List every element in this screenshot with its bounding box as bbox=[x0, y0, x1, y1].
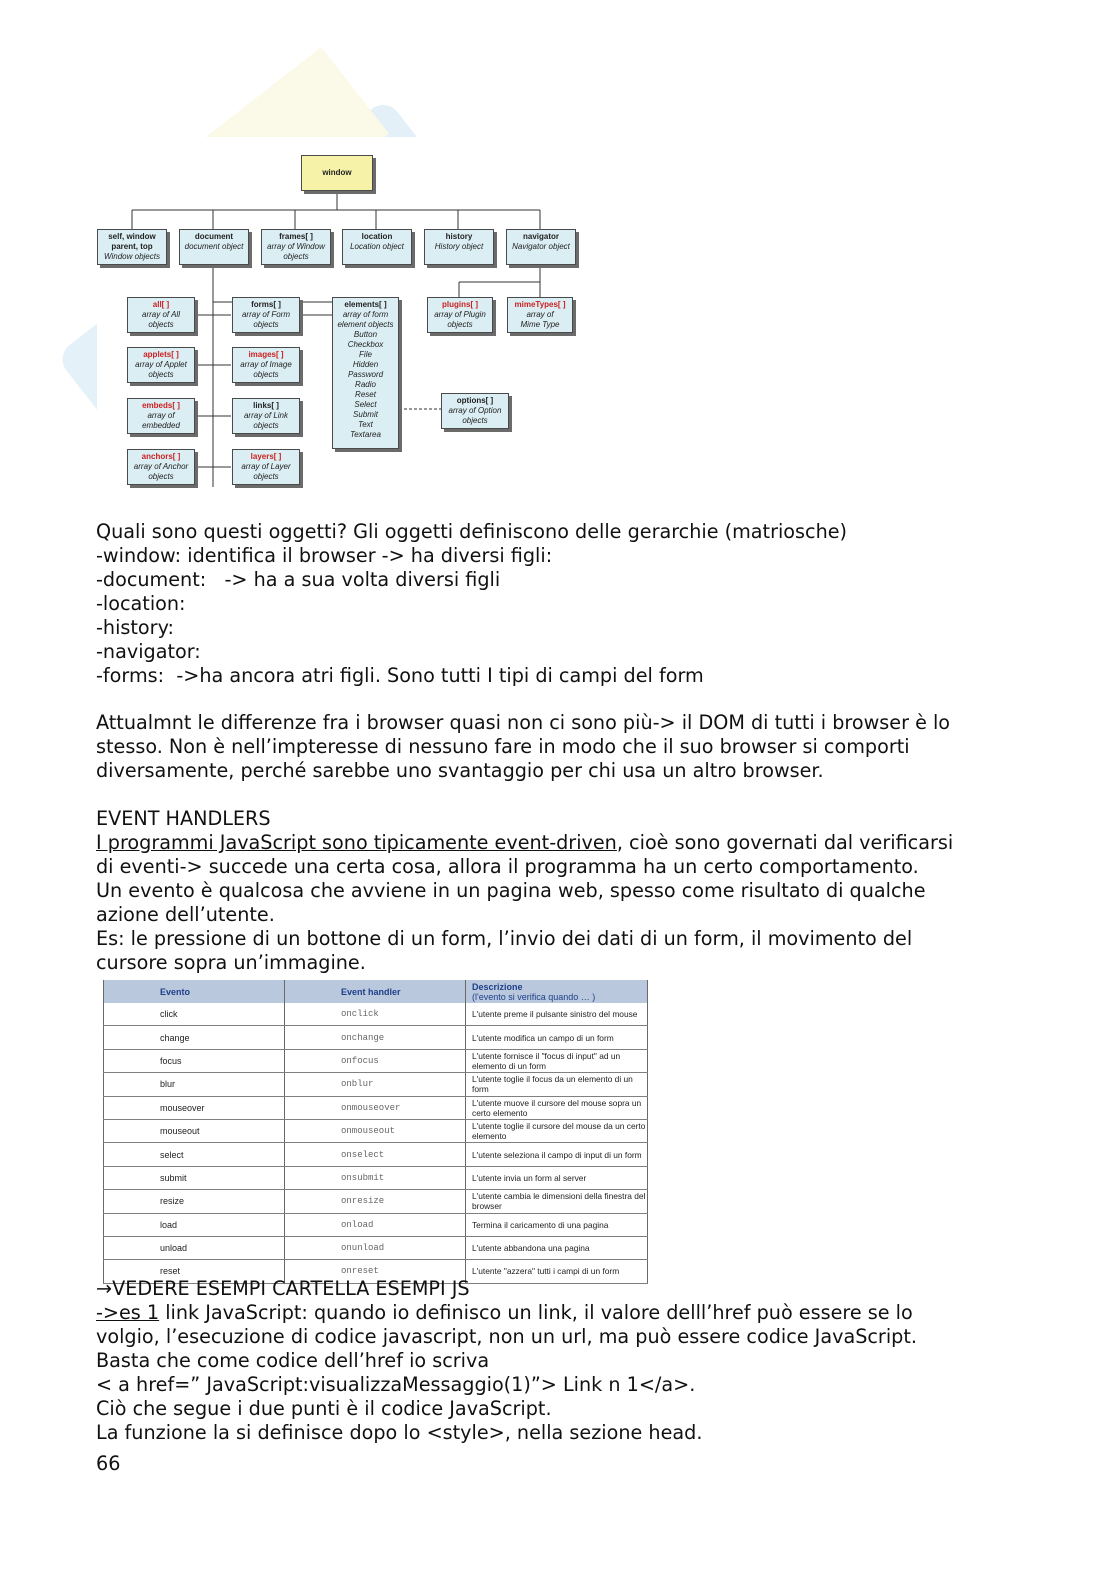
node-subtitle: objects bbox=[148, 472, 174, 481]
node-subtitle: array of Link bbox=[243, 411, 289, 420]
dom-objects-paragraph bbox=[96, 520, 1026, 688]
cell-descrizione: L'utente abbandona una pagina bbox=[466, 1236, 648, 1259]
node-title: location bbox=[361, 232, 393, 241]
cell-evento: unload bbox=[104, 1236, 285, 1259]
node-document bbox=[179, 229, 249, 265]
node-subtitle: document object bbox=[184, 242, 244, 251]
event-handlers-section bbox=[96, 807, 1026, 975]
node-history bbox=[424, 229, 494, 265]
node-title: mimeTypes[ ] bbox=[514, 300, 566, 309]
node-window bbox=[301, 155, 373, 191]
text-line: stesso. Non è nell’impteresse di nessuno fare in modo che il suo browser si comporti bbox=[96, 735, 910, 758]
header-sublabel: (l'evento si verifica quando … ) bbox=[472, 991, 596, 1002]
cell-descrizione: L'utente fornisce il "focus di input" ad un elemento di un form bbox=[466, 1049, 648, 1072]
node-subtitle: embedded bbox=[142, 421, 180, 430]
cell-descrizione: L'utente invia un form al server bbox=[466, 1166, 648, 1189]
cell-evento: load bbox=[104, 1213, 285, 1236]
node-line: Reset bbox=[355, 390, 376, 399]
node-links bbox=[232, 398, 300, 434]
cell-evento: blur bbox=[104, 1073, 285, 1096]
table-row bbox=[104, 1096, 648, 1119]
node-line: Hidden bbox=[352, 360, 379, 369]
text-line: Es: le pressione di un bottone di un form, l’invio dei dati di un form, il movimento del bbox=[96, 927, 913, 950]
node-options bbox=[441, 393, 509, 429]
text-line: < a href=” JavaScript:visualizzaMessaggio(1)”> Link n 1</a>. bbox=[96, 1373, 696, 1396]
text-line: -forms: ->ha ancora atri figli. Sono tutti I tipi di campi del form bbox=[96, 664, 704, 687]
cell-evento: mouseout bbox=[104, 1119, 285, 1142]
node-subtitle: Window objects bbox=[104, 252, 160, 261]
text-line: diversamente, perché sarebbe uno svantaggio per chi usa un altro browser. bbox=[96, 759, 824, 782]
table-row bbox=[104, 1073, 648, 1096]
text-line: -history: bbox=[96, 616, 174, 639]
cell-handler: onmouseover bbox=[285, 1096, 466, 1119]
node-subtitle: array of bbox=[526, 310, 554, 319]
cell-evento: resize bbox=[104, 1190, 285, 1213]
node-subtitle: History object bbox=[434, 242, 484, 251]
text-line: cursore sopra un’immagine. bbox=[96, 951, 366, 974]
node-subtitle: array of Image bbox=[240, 360, 292, 369]
node-subtitle: array of bbox=[147, 411, 175, 420]
text-line bbox=[96, 831, 1026, 855]
node-subtitle: array of Form bbox=[241, 310, 290, 319]
section-heading: EVENT HANDLERS bbox=[96, 807, 271, 830]
cell-handler: onmouseout bbox=[285, 1119, 466, 1142]
node-embeds bbox=[127, 398, 195, 434]
node-title: applets[ ] bbox=[143, 350, 179, 359]
node-line: Textarea bbox=[350, 430, 381, 439]
node-line: Button bbox=[353, 330, 378, 339]
page-number: 66 bbox=[96, 1452, 121, 1475]
node-title: layers[ ] bbox=[250, 452, 282, 461]
node-forms bbox=[232, 297, 300, 333]
node-subtitle: objects bbox=[148, 370, 174, 379]
node-elements bbox=[332, 297, 399, 449]
node-title: images[ ] bbox=[248, 350, 284, 359]
node-images bbox=[232, 347, 300, 383]
table-row bbox=[104, 1026, 648, 1049]
node-subtitle: array of Layer bbox=[241, 462, 291, 471]
node-subtitle: array of All bbox=[142, 310, 180, 319]
text-line: -navigator: bbox=[96, 640, 201, 663]
node-all bbox=[127, 297, 195, 333]
column-header-event-handler: Event handler bbox=[285, 980, 466, 1003]
node-subtitle: array of Plugin bbox=[434, 310, 486, 319]
text-line: Ciò che segue i due punti è il codice JavaScript. bbox=[96, 1397, 552, 1420]
node-subtitle: objects bbox=[283, 252, 309, 261]
dom-hierarchy-diagram bbox=[97, 137, 597, 497]
text-line: -location: bbox=[96, 592, 186, 615]
node-subtitle: objects bbox=[253, 421, 279, 430]
cell-evento: submit bbox=[104, 1166, 285, 1189]
examples-section bbox=[96, 1277, 1026, 1445]
node-title: options[ ] bbox=[456, 396, 494, 405]
table-row bbox=[104, 1119, 648, 1142]
node-title: document bbox=[194, 232, 234, 241]
text-line: -document: -> ha a sua volta diversi figli bbox=[96, 568, 501, 591]
cell-descrizione: L'utente preme il pulsante sinistro del mouse bbox=[466, 1003, 648, 1026]
text-line: La funzione la si definisce dopo lo <style>, nella sezione head. bbox=[96, 1421, 703, 1444]
cell-descrizione: L'utente toglie il cursore del mouse da un certo elemento bbox=[466, 1119, 648, 1142]
text-line: Quali sono questi oggetti? Gli oggetti definiscono delle gerarchie (matriosche) bbox=[96, 520, 848, 543]
cell-handler: onload bbox=[285, 1213, 466, 1236]
node-line: Password bbox=[347, 370, 384, 379]
node-subtitle: array of Window bbox=[267, 242, 325, 251]
node-subtitle: Navigator object bbox=[512, 242, 570, 251]
column-header-evento: Evento bbox=[104, 980, 285, 1003]
node-title: frames[ ] bbox=[279, 232, 313, 241]
cell-handler: onsubmit bbox=[285, 1166, 466, 1189]
node-title: forms[ ] bbox=[251, 300, 281, 309]
cell-handler: onfocus bbox=[285, 1049, 466, 1072]
table-row bbox=[104, 1003, 648, 1026]
underlined-text: I programmi JavaScript sono tipicamente event-driven bbox=[96, 831, 617, 854]
text-span: link JavaScript: quando io definisco un link, il valore delll’href può essere se lo bbox=[159, 1301, 913, 1324]
node-line: Select bbox=[354, 400, 377, 409]
cell-descrizione: Termina il caricamento di una pagina bbox=[466, 1213, 648, 1236]
node-frames bbox=[261, 229, 331, 265]
cell-handler: onresize bbox=[285, 1190, 466, 1213]
node-line: File bbox=[359, 350, 372, 359]
node-title: window bbox=[322, 168, 352, 177]
node-subtitle: parent, top bbox=[111, 242, 153, 251]
node-title: embeds[ ] bbox=[142, 401, 180, 410]
table-row bbox=[104, 1190, 648, 1213]
node-subtitle: Mime Type bbox=[520, 320, 560, 329]
node-navigator bbox=[506, 229, 576, 265]
text-line: Basta che come codice dell’href io scriva bbox=[96, 1349, 490, 1372]
node-subtitle: objects bbox=[462, 416, 488, 425]
cell-handler: onchange bbox=[285, 1026, 466, 1049]
node-subtitle: array of Anchor bbox=[133, 462, 189, 471]
column-header-descrizione bbox=[466, 980, 648, 1003]
node-subtitle: objects bbox=[253, 320, 279, 329]
node-title: self, window bbox=[108, 232, 156, 241]
cell-evento: change bbox=[104, 1026, 285, 1049]
node-subtitle: array of Option bbox=[448, 406, 502, 415]
text-line: →VEDERE ESEMPI CARTELLA ESEMPI JS bbox=[96, 1277, 470, 1300]
cell-handler: onreset bbox=[285, 1260, 466, 1283]
node-title: links[ ] bbox=[253, 401, 279, 410]
cell-descrizione: L'utente cambia le dimensioni della finestra del browser bbox=[466, 1190, 648, 1213]
cell-evento: mouseover bbox=[104, 1096, 285, 1119]
cell-descrizione: L'utente seleziona il campo di input di un form bbox=[466, 1143, 648, 1166]
event-handler-table bbox=[103, 980, 648, 1284]
cell-handler: onclick bbox=[285, 1003, 466, 1026]
cell-descrizione: L'utente modifica un campo di un form bbox=[466, 1026, 648, 1049]
table-header-row bbox=[104, 980, 648, 1003]
node-title: all[ ] bbox=[152, 300, 170, 309]
browser-differences-paragraph bbox=[96, 711, 1026, 783]
text-line: azione dell’utente. bbox=[96, 903, 275, 926]
node-subtitle: objects bbox=[447, 320, 473, 329]
node-subtitle: objects bbox=[253, 370, 279, 379]
node-subtitle: array of Applet bbox=[135, 360, 187, 369]
node-line: Radio bbox=[355, 380, 376, 389]
node-line: Text bbox=[358, 420, 373, 429]
cell-handler: onunload bbox=[285, 1236, 466, 1259]
text-span: , cioè sono governati dal verificarsi bbox=[616, 831, 954, 854]
text-line bbox=[96, 1301, 1026, 1325]
node-title: history bbox=[445, 232, 473, 241]
text-line: di eventi-> succede una certa cosa, allora il programma ha un certo comportamento. bbox=[96, 855, 919, 878]
cell-evento: click bbox=[104, 1003, 285, 1026]
text-line: -window: identifica il browser -> ha diversi figli: bbox=[96, 544, 553, 567]
node-subtitle: objects bbox=[148, 320, 174, 329]
table-row bbox=[104, 1213, 648, 1236]
node-subtitle: Location object bbox=[350, 242, 404, 251]
node-anchors bbox=[127, 449, 195, 485]
node-line: Checkbox bbox=[347, 340, 384, 349]
table-row bbox=[104, 1049, 648, 1072]
node-title: elements[ ] bbox=[344, 300, 387, 309]
node-line: Submit bbox=[353, 410, 378, 419]
cell-evento: focus bbox=[104, 1049, 285, 1072]
cell-descrizione: L'utente toglie il focus da un elemento di un form bbox=[466, 1073, 648, 1096]
table-row bbox=[104, 1143, 648, 1166]
underlined-text: ->es 1 bbox=[96, 1301, 160, 1324]
node-self-window bbox=[97, 229, 167, 265]
table-row bbox=[104, 1166, 648, 1189]
cell-evento: reset bbox=[104, 1260, 285, 1283]
header-label: Descrizione bbox=[472, 981, 523, 992]
table-row bbox=[104, 1236, 648, 1259]
node-subtitle: objects bbox=[253, 472, 279, 481]
node-layers bbox=[232, 449, 300, 485]
node-line: element objects bbox=[337, 320, 394, 329]
text-line: Un evento è qualcosa che avviene in un pagina web, spesso come risultato di qualche bbox=[96, 879, 926, 902]
cell-descrizione: L'utente "azzera" tutti i campi di un form bbox=[466, 1260, 648, 1283]
node-mimetypes bbox=[507, 297, 573, 333]
cell-descrizione: L'utente muove il cursore del mouse sopra un certo elemento bbox=[466, 1096, 648, 1119]
cell-handler: onblur bbox=[285, 1073, 466, 1096]
cell-evento: select bbox=[104, 1143, 285, 1166]
cell-handler: onselect bbox=[285, 1143, 466, 1166]
node-title: plugins[ ] bbox=[442, 300, 478, 309]
node-location bbox=[342, 229, 412, 265]
node-plugins bbox=[427, 297, 493, 333]
node-title: navigator bbox=[522, 232, 559, 241]
node-title: anchors[ ] bbox=[141, 452, 181, 461]
node-line: array of form bbox=[342, 310, 389, 319]
node-applets bbox=[127, 347, 195, 383]
text-line: Attualmnt le differenze fra i browser quasi non ci sono più-> il DOM di tutti i browser è lo bbox=[96, 711, 951, 734]
text-line: volgio, l’esecuzione di codice javascript, non un url, ma può essere codice JavaScript. bbox=[96, 1325, 917, 1348]
